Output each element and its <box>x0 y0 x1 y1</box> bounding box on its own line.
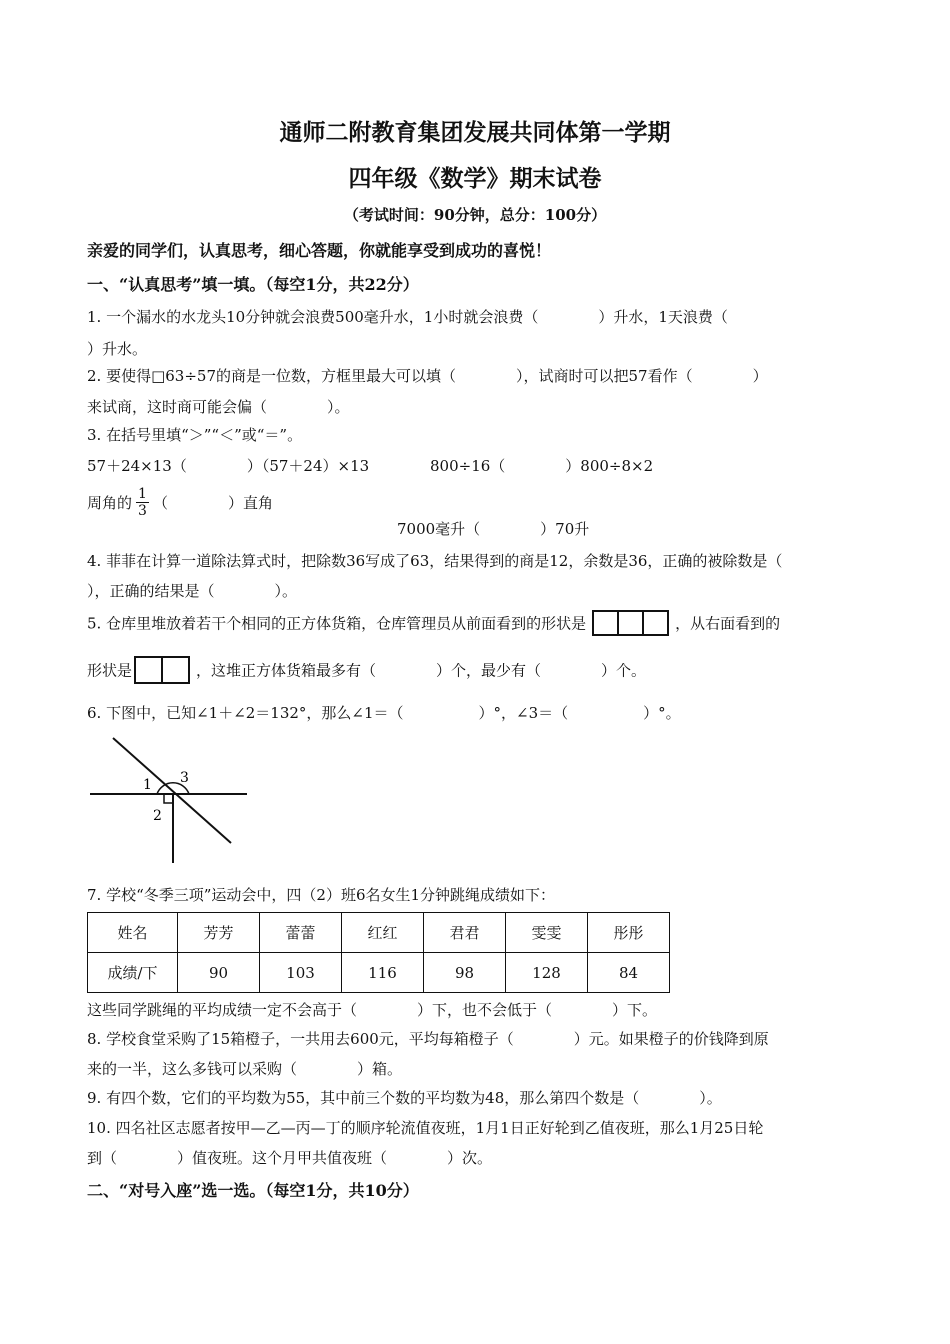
table-cell: 98 <box>424 953 506 993</box>
fraction-one-third <box>136 486 149 519</box>
q3-compare-d: 7000毫升（ ）70升 <box>397 520 590 538</box>
table-cell: 84 <box>588 953 670 993</box>
q9-text: 9. 有四个数，它们的平均数为55，其中前三个数的平均数为48，那么第四个数是（ ）。 <box>87 1089 722 1107</box>
score-table <box>87 912 670 993</box>
page-title-line1: 通师二附教育集团发展共同体第一学期 <box>279 119 671 146</box>
q5-line1-pre: 5. 仓库里堆放着若干个相同的正方体货箱，仓库管理员从前面看到的形状是 <box>87 614 587 633</box>
q7-after: 这些同学跳绳的平均成绩一定不会高于（ ）下，也不会低于（ ）下。 <box>87 1001 658 1019</box>
table-row <box>88 953 670 993</box>
header-cell: 蕾蕾 <box>260 913 342 953</box>
angle-label-3: 3 <box>180 770 189 786</box>
page-title-line2: 四年级《数学》期末试卷 <box>348 165 602 192</box>
table-cell: 116 <box>342 953 424 993</box>
header-cell: 彤彤 <box>588 913 670 953</box>
q5-line2 <box>87 656 646 684</box>
right-view-shape <box>134 656 190 684</box>
q3-compare-b: 800÷16（ ）800÷8×2 <box>430 457 654 475</box>
right-angle-mark <box>164 794 173 803</box>
q5-line1 <box>87 610 780 636</box>
q4-line1: 4. 菲菲在计算一道除法算式时，把除数36写成了63，结果得到的商是12，余数是36，正确的被除数是（ <box>87 552 783 570</box>
q3-c-post: （ ）直角 <box>152 494 273 512</box>
section2-heading: 二、“对号入座”选一选。（每空1分，共10分） <box>87 1181 419 1200</box>
q7-intro: 7. 学校“冬季三项”运动会中，四（2）班6名女生1分钟跳绳成绩如下： <box>87 886 556 904</box>
table-cell: 103 <box>260 953 342 993</box>
table-cell: 128 <box>506 953 588 993</box>
q6-text: 6. 下图中，已知∠1＋∠2＝132°，那么∠1＝（ ）°，∠3＝（ ）°。 <box>87 704 681 722</box>
q1-line2: ）升水。 <box>87 340 148 358</box>
q4-line2: ），正确的结果是（ ）。 <box>87 582 298 600</box>
section1-heading: 一、“认真思考”填一填。（每空1分，共22分） <box>87 275 419 294</box>
q3-compare-c <box>87 486 273 519</box>
q2-line1: 2. 要使得□63÷57的商是一位数，方框里最大可以填（ ），试商时可以把57看作（ ） <box>87 367 768 385</box>
front-view-shape <box>592 610 669 636</box>
header-cell: 红红 <box>342 913 424 953</box>
greeting: 亲爱的同学们，认真思考，细心答题，你就能享受到成功的喜悦！ <box>87 241 552 260</box>
fraction-numerator: 1 <box>138 486 147 502</box>
q3-line1: 3. 在括号里填“＞”“＜”或“＝”。 <box>87 426 303 444</box>
table-cell: 90 <box>178 953 260 993</box>
table-cell: 成绩/下 <box>88 953 178 993</box>
q5-line2-post: ，这堆正方体货箱最多有（ ）个，最少有（ ）个。 <box>196 661 647 680</box>
angle-label-1: 1 <box>143 777 152 793</box>
q5-line2-pre: 形状是 <box>87 661 133 680</box>
q3-c-pre: 周角的 <box>87 494 133 512</box>
header-cell: 姓名 <box>88 913 178 953</box>
q10-line1: 10. 四名社区志愿者按甲—乙—丙—丁的顺序轮流值夜班，1月1日正好轮到乙值夜班，那么1月25日轮 <box>87 1119 764 1137</box>
header-cell: 君君 <box>424 913 506 953</box>
q5-line1-post: ，从右面看到的 <box>675 614 781 633</box>
q1-line1: 1. 一个漏水的水龙头10分钟就会浪费500毫升水，1小时就会浪费（ ）升水，1天浪费（ <box>87 308 728 326</box>
header-cell: 芳芳 <box>178 913 260 953</box>
exam-info: （考试时间：90分钟，总分：100分） <box>343 206 607 224</box>
q8-line2: 来的一半，这么多钱可以采购（ ）箱。 <box>87 1060 403 1078</box>
angle-label-2: 2 <box>153 808 162 824</box>
q10-line2: 到（ ）值夜班。这个月甲共值夜班（ ）次。 <box>87 1149 493 1167</box>
header-cell: 雯雯 <box>506 913 588 953</box>
q2-line2: 来试商，这时商可能会偏（ ）。 <box>87 398 350 416</box>
fraction-denominator: 3 <box>138 503 147 519</box>
angle-figure <box>85 732 255 867</box>
q8-line1: 8. 学校食堂采购了15箱橙子，一共用去600元，平均每箱橙子（ ）元。如果橙子的价钱降到原 <box>87 1030 769 1048</box>
q3-compare-a: 57＋24×13（ ）（57＋24）×13 <box>87 457 370 475</box>
table-row <box>88 913 670 953</box>
